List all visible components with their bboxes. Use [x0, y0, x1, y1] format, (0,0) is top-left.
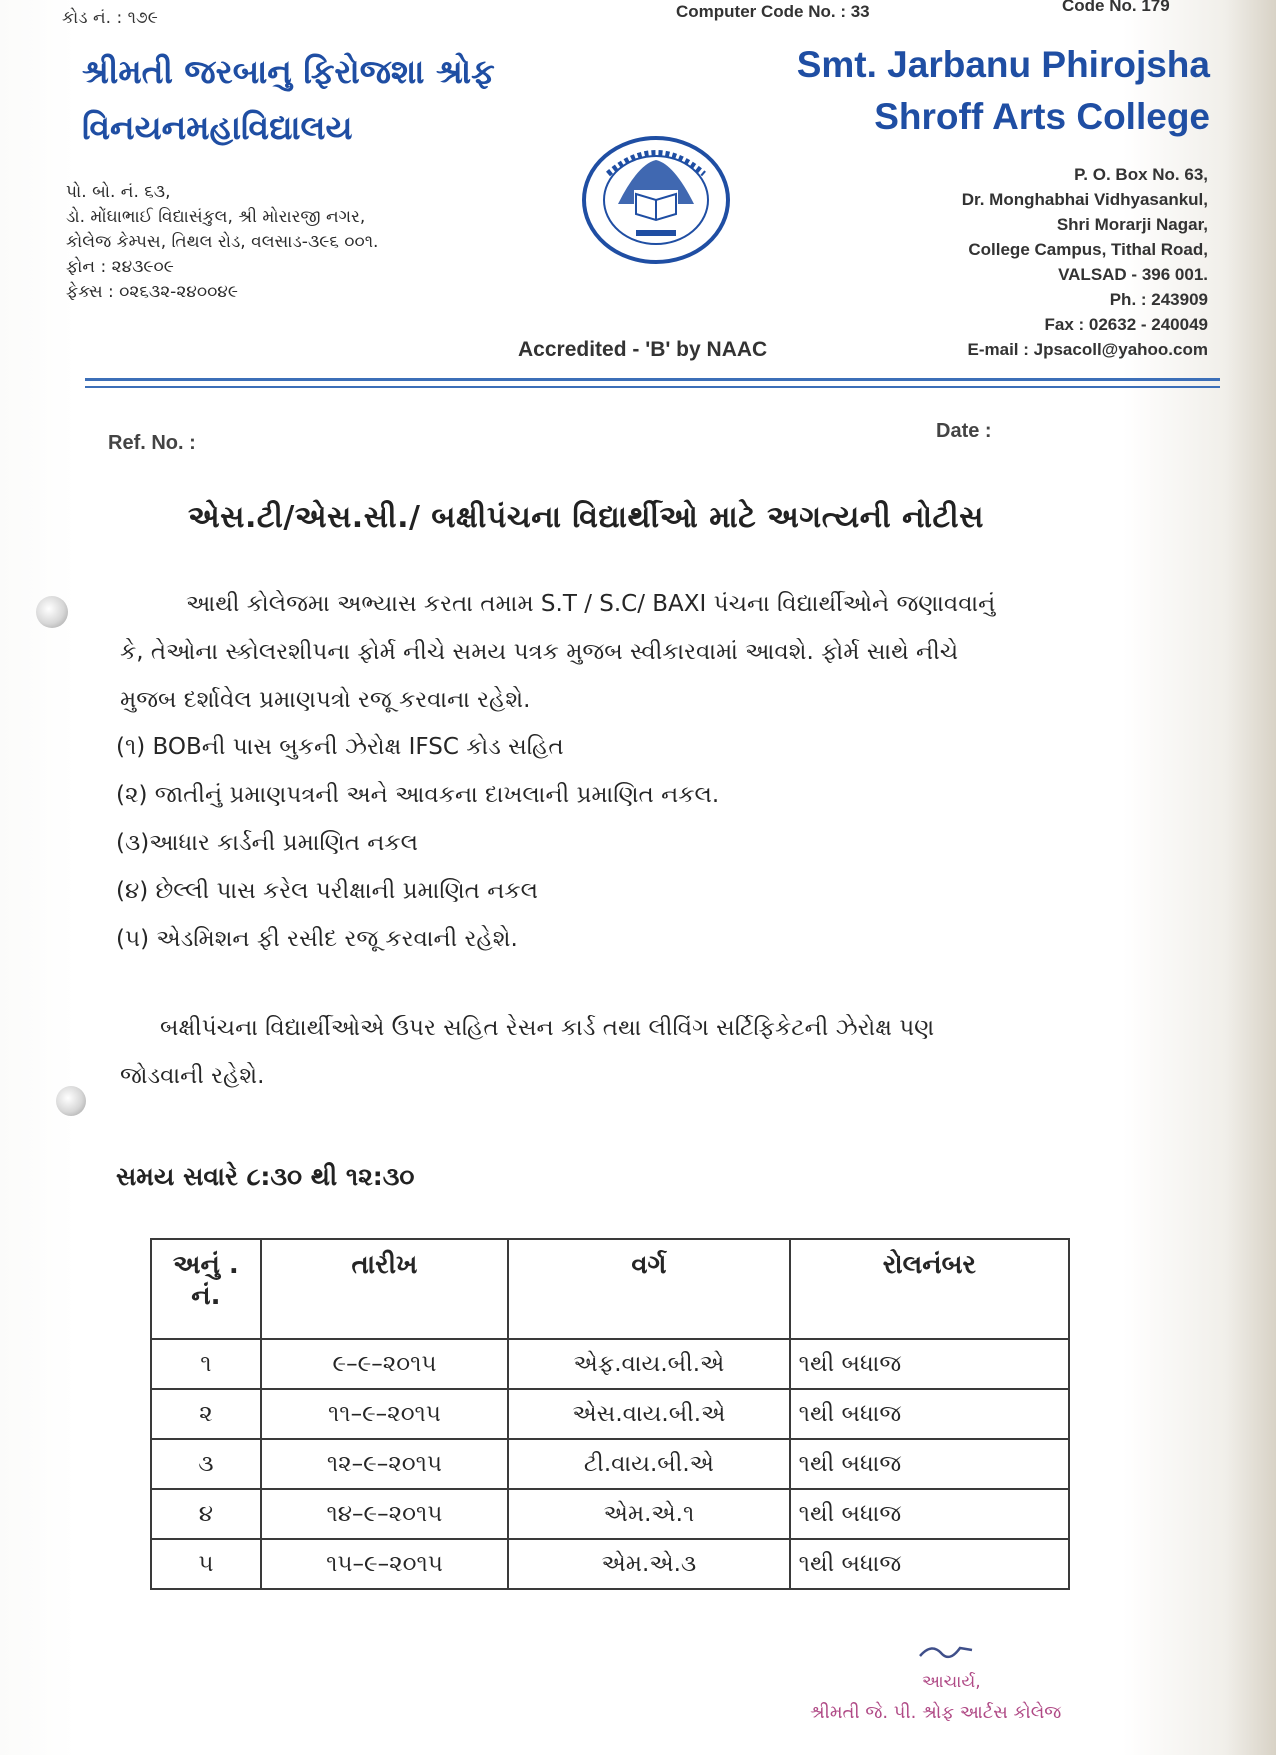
table-header-row [151, 1239, 1069, 1339]
table-row [151, 1389, 1069, 1439]
cell-class: એમ.એ.૧ [508, 1489, 790, 1539]
cell-roll: ૧થી બધાજ [790, 1489, 1069, 1539]
column-header-class: વર્ગ [508, 1239, 790, 1339]
college-name-english-line2: Shroff Arts College [874, 96, 1210, 137]
document-item: (૧) BOBની પાસ બુકની ઝેરોક્ષ IFSC કોડ સહિત [116, 734, 564, 760]
college-name-english-line1: Smt. Jarbanu Phirojsha [796, 44, 1210, 85]
paragraph-line: આથી કોલેજમા અભ્યાસ કરતા તમામ S.T / S.C/ BAXI પંચના વિદ્યાર્થીઓને જણાવવાનું [186, 591, 996, 617]
address-english-line: E-mail : Jpsacoll@yahoo.com [967, 340, 1208, 359]
college-seal-logo [578, 134, 734, 266]
cell-serial: ૩ [151, 1439, 261, 1489]
cell-roll: ૧થી બધાજ [790, 1389, 1069, 1439]
table-row [151, 1339, 1069, 1389]
cell-class: એસ.વાય.બી.એ [508, 1389, 790, 1439]
code-gujarati: કોડ નં. : ૧૭૯ [62, 8, 158, 28]
notice-paragraph [120, 580, 1200, 724]
address-english [788, 162, 1208, 362]
address-gujarati-line: પો. બો. નં. ૬૩, [66, 182, 171, 202]
address-english-line: Shri Morarji Nagar, [1056, 215, 1208, 234]
cell-class: ટી.વાય.બી.એ [508, 1439, 790, 1489]
college-name-gujarati-line2: વિનયનમહાવિદ્યાલય [82, 108, 353, 147]
paragraph-line: બક્ષીપંચના વિદ્યાર્થીઓએ ઉપર સહિત રેસન કાર્ડ તથા લીવિંગ સર્ટિફિકેટની ઝેરોક્ષ પણ [160, 1015, 935, 1041]
punch-hole [36, 596, 68, 628]
table-row [151, 1439, 1069, 1489]
cell-serial: ૨ [151, 1389, 261, 1439]
header-divider [85, 378, 1220, 381]
college-name-gujarati-line1: શ્રીમતી જરબાનુ ફિરોજશા શ્રોફ [82, 52, 495, 91]
punch-hole [56, 1086, 86, 1116]
signature-mark [916, 1640, 976, 1668]
column-header-serial: અનું . નં. [151, 1239, 261, 1339]
cell-date: ૧૪–૯–૨૦૧૫ [261, 1489, 508, 1539]
cell-roll: ૧થી બધાજ [790, 1439, 1069, 1489]
address-gujarati [66, 180, 378, 305]
column-header-date: તારીખ [261, 1239, 508, 1339]
cell-class: એમ.એ.૩ [508, 1539, 790, 1589]
document-item: (૩)આધાર કાર્ડની પ્રમાણિત નકલ [116, 830, 419, 856]
cell-date: ૧૫–૯–૨૦૧૫ [261, 1539, 508, 1589]
document-item: (૪) છેલ્લી પાસ કરેલ પરીક્ષાની પ્રમાણિત નકલ [116, 878, 538, 904]
college-stamp: શ્રીમતી જે. પી. શ્રોફ આર્ટસ કોલેજ [810, 1702, 1062, 1723]
date-label: Date : [936, 420, 992, 442]
paragraph-line: જોડવાની રહેશે. [120, 1063, 265, 1089]
cell-roll: ૧થી બધાજ [790, 1339, 1069, 1389]
header-divider [85, 386, 1220, 388]
code-english: Code No. 179 [1062, 0, 1170, 15]
document-item: (૫) એડમિશન ફી રસીદ રજૂ કરવાની રહેશે. [116, 926, 518, 952]
address-english-line: College Campus, Tithal Road, [968, 240, 1208, 259]
column-header-roll: રોલનંબર [790, 1239, 1069, 1339]
cell-serial: ૧ [151, 1339, 261, 1389]
address-english-line: P. O. Box No. 63, [1074, 165, 1208, 184]
address-gujarati-line: ડો. મોંઘાભાઈ વિદ્યાસંકુલ, શ્રી મોરારજી નગર, [66, 207, 366, 227]
table-row [151, 1489, 1069, 1539]
address-english-line: Dr. Monghabhai Vidhyasankul, [961, 190, 1208, 209]
address-english-line: Ph. : 243909 [1109, 290, 1208, 309]
paragraph-line: મુજબ દર્શાવેલ પ્રમાણપત્રો રજૂ કરવાના રહેશે. [120, 687, 531, 713]
address-gujarati-line: ફોન : ૨૪૩૯૦૯ [66, 257, 174, 277]
cell-roll: ૧થી બધાજ [790, 1539, 1069, 1589]
ref-label: Ref. No. : [108, 432, 196, 454]
notice-title: એસ.ટી/એસ.સી./ બક્ષીપંચના વિદ્યાર્થીઓ માટે અગત્યની નોટીસ [188, 500, 984, 535]
cell-class: એફ.વાય.બી.એ [508, 1339, 790, 1389]
cell-date: ૯–૯–૨૦૧૫ [261, 1339, 508, 1389]
cell-serial: ૫ [151, 1539, 261, 1589]
address-gujarati-line: કોલેજ કેમ્પસ, તિથલ રોડ, વલસાડ-૩૯૬ ૦૦૧. [66, 232, 379, 252]
cell-serial: ૪ [151, 1489, 261, 1539]
address-english-line: VALSAD - 396 001. [1058, 265, 1208, 284]
timing: સમય સવારે ૮:૩૦ થી ૧૨:૩૦ [116, 1162, 415, 1191]
document-item: (૨) જાતીનું પ્રમાણપત્રની અને આવકના દાખલાની પ્રમાણિત નકલ. [116, 782, 720, 808]
computer-code: Computer Code No. : 33 [676, 2, 870, 21]
address-gujarati-line: ફેક્સ : ૦૨૬૩૨-૨૪૦૦૪૯ [66, 282, 238, 302]
principal-designation: આચાર્ય, [922, 1672, 981, 1692]
accreditation: Accredited - 'B' by NAAC [518, 338, 768, 361]
schedule-table [150, 1238, 1070, 1590]
cell-date: ૧૧–૯–૨૦૧૫ [261, 1389, 508, 1439]
paragraph-line: કે, તેઓના સ્કોલરશીપના ફોર્મ નીચે સમય પત્રક મુજબ સ્વીકારવામાં આવશે. ફોર્મ સાથે નીચે [120, 639, 959, 665]
address-english-line: Fax : 02632 - 240049 [1044, 315, 1208, 334]
baxi-note [120, 1004, 1200, 1100]
cell-date: ૧૨–૯–૨૦૧૫ [261, 1439, 508, 1489]
table-row [151, 1539, 1069, 1589]
